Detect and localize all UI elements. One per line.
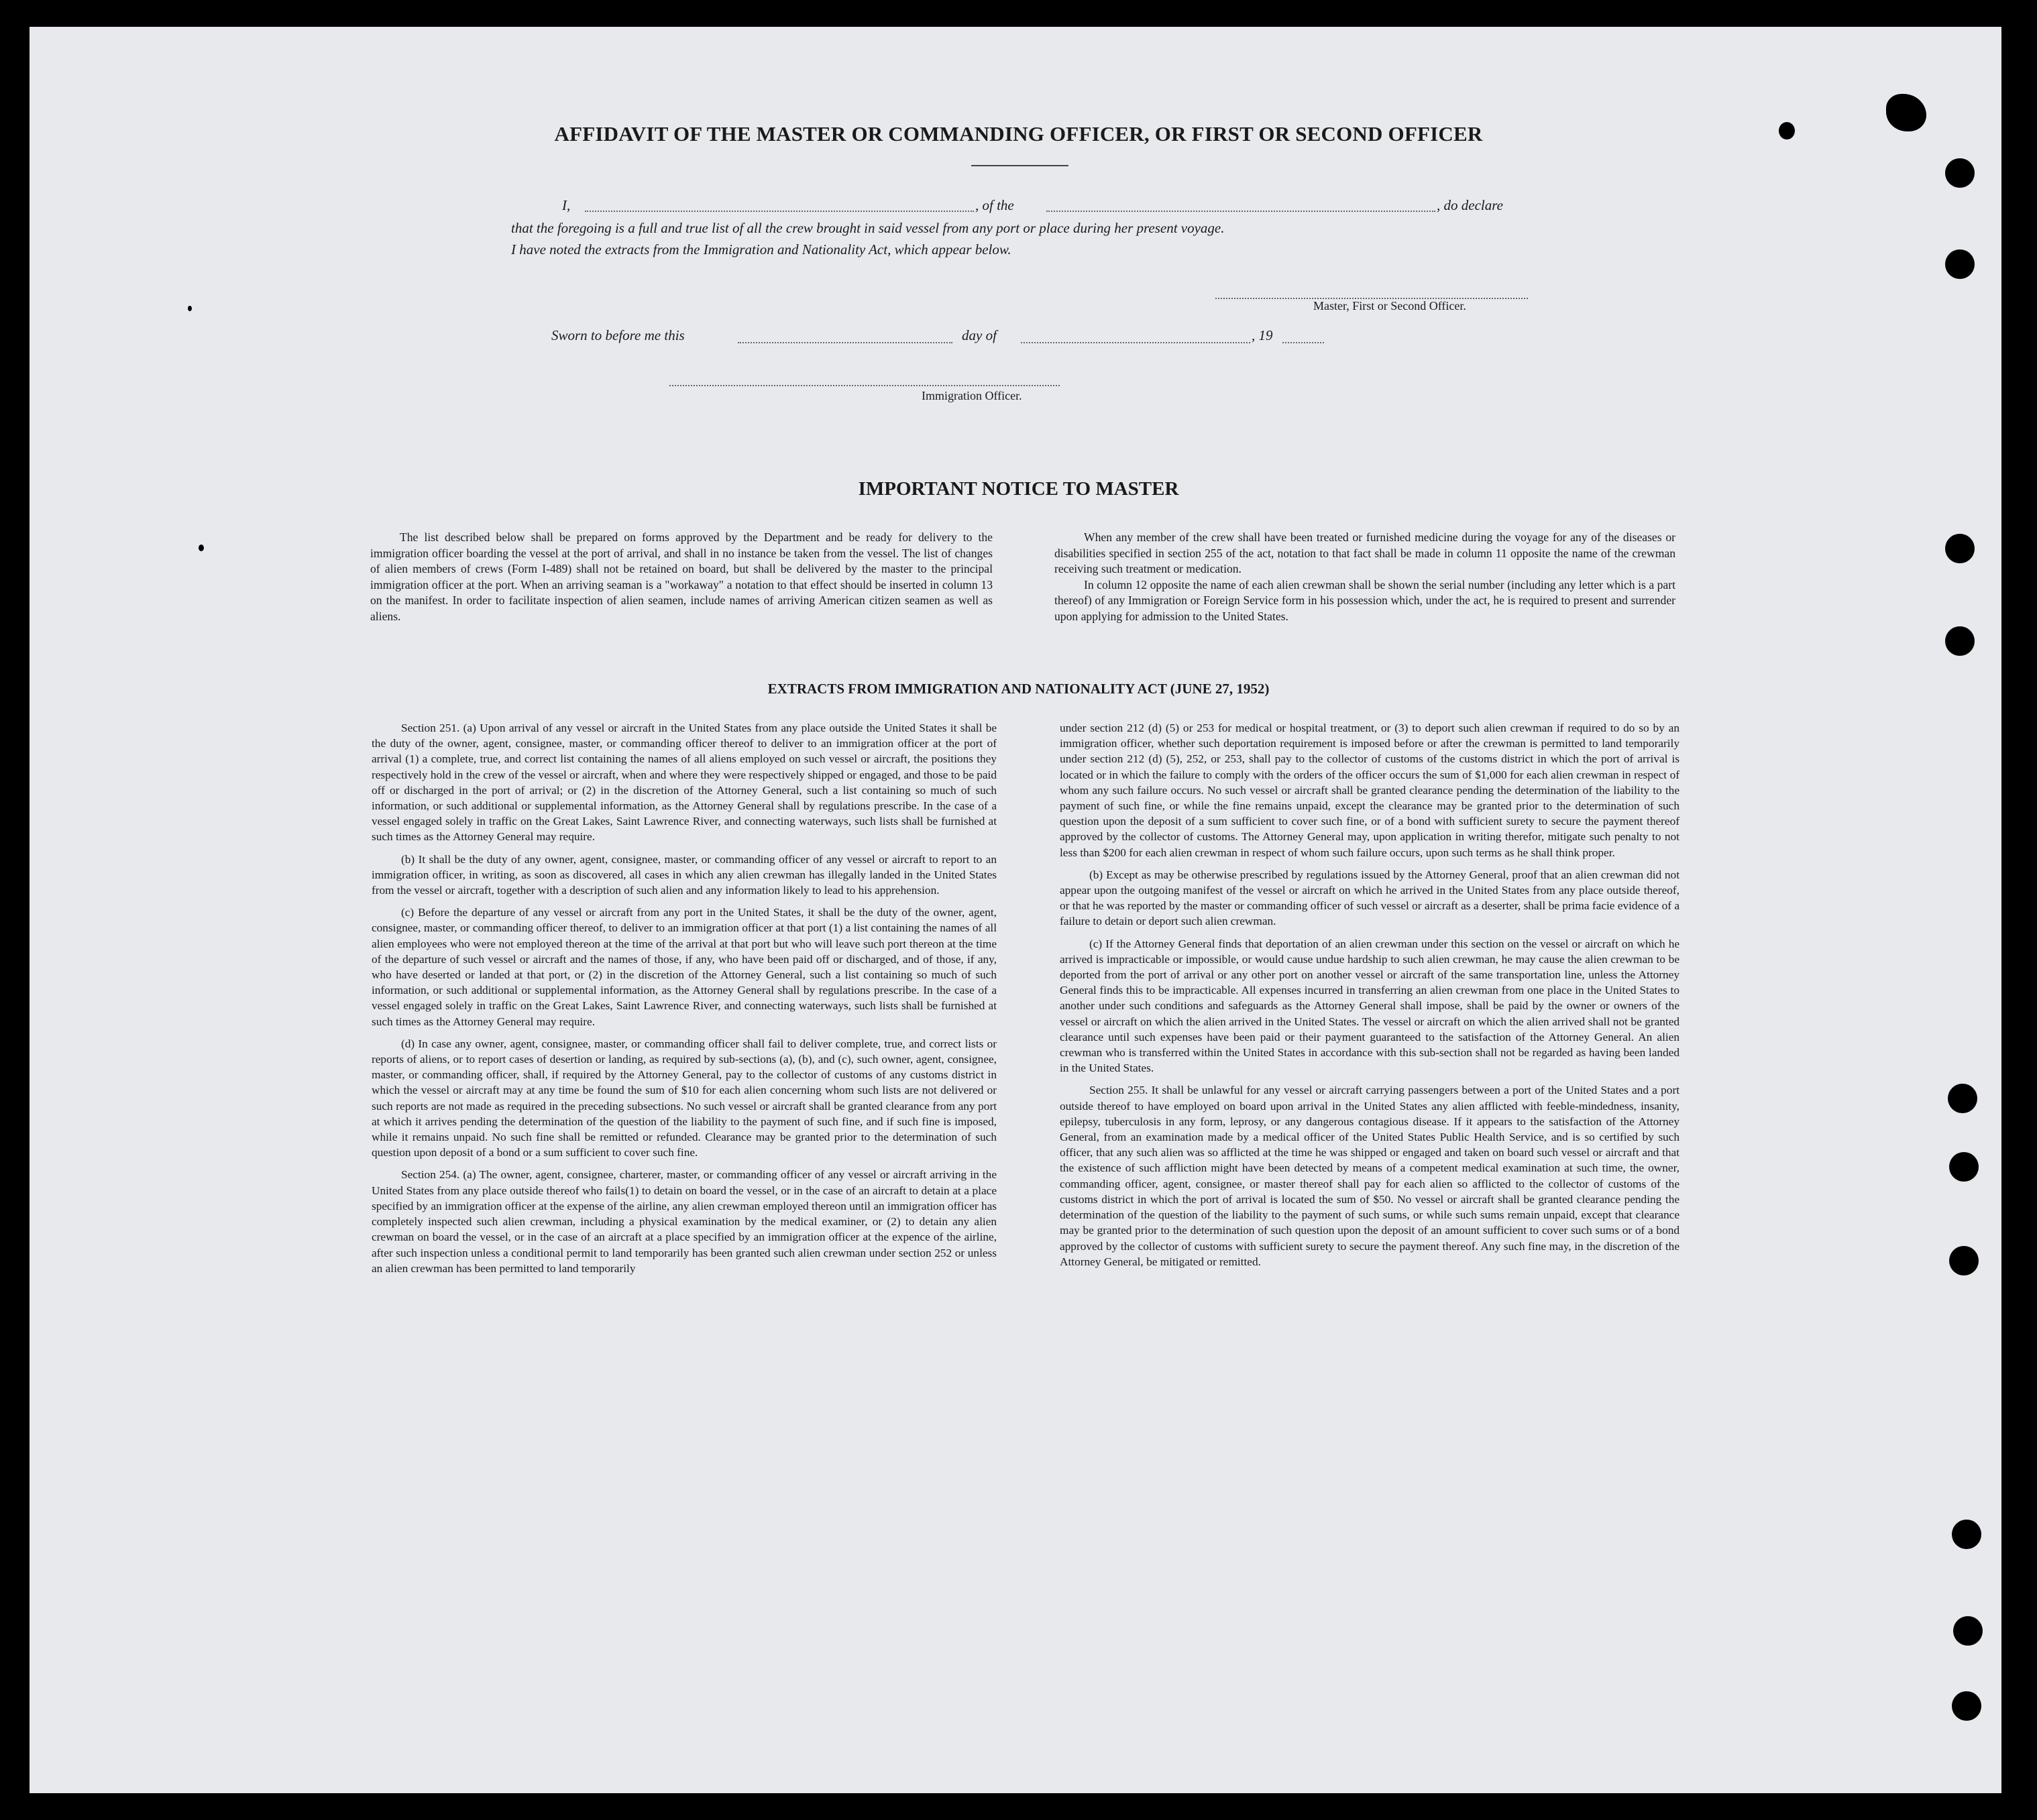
act-section-paragraph: Section 251. (a) Upon arrival of any vessel or aircraft in the United States from any place outside the United States it shall be the duty of the owner, agent, consignee, master, or commanding officer thereof to deliver to an immigration officer at the port of arrival (1) a complete, true, and correct list containing the names of all aliens employed on such vessel or aircraft, the positions they respectively hold in the crew of the vessel or aircraft, when and where they were respectively shipped or engaged, and those to be paid off or discharged in the port of arrival; or (2) in the discretion of the Attorney General, such a list containing so much of such information, or such additional or supplemental information, as the Attorney General shall by regulations prescribe. In the case of a vessel engaged solely in traffic on the Great Lakes, Saint Lawrence River, and connecting waterways, such lists shall be furnished at such times as the Attorney General may require. xyxy=(372,722,997,844)
declarant-prefix: I, xyxy=(562,197,571,213)
affidavit-title: AFFIDAVIT OF THE MASTER OR COMMANDING OFFICER, OR FIRST OR SECOND OFFICER xyxy=(554,122,1483,146)
notice-paragraph: In column 12 opposite the name of each alien crewman shall be shown the serial number (including any letter which is a part thereof) of any Immigration or Foreign Service form in his possession which, under the act, he is required to present and surrender upon applying for admission to the United States. xyxy=(1054,577,1675,623)
declaration-line-2: that the foregoing is a full and true list of all the crew brought in said vessel from any port or place during her present voyage. xyxy=(511,220,1225,236)
act-section-paragraph: (b) Except as may be otherwise prescribed by regulations issued by the Attorney General, proof that an alien crewman did not appear upon the outgoing manifest of the vessel or aircraft on which he arrived in the United States from any place outside thereof, or that he was reported by the master or commanding officer of such vessel or aircraft as a deserter, shall be prima facie evidence of a failure to detain or deport such alien crewman. xyxy=(1060,868,1680,928)
extracts-left-column xyxy=(372,720,997,1283)
binder-hole xyxy=(1945,626,1975,656)
ink-speck xyxy=(199,545,204,551)
notice-left-column xyxy=(370,530,993,631)
binder-hole xyxy=(1945,534,1975,563)
binder-hole xyxy=(1945,249,1975,279)
act-section-paragraph: (c) If the Attorney General finds that deportation of an alien crewman under this section on the vessel or aircraft on which he arrived is impracticable or impossible, or would cause undue hardship to such alien crewman, he may cause the alien crewman to be deported from the port of arrival or any other port on another vessel or aircraft of the same transportation line, unless the Attorney General finds this to be impracticable. All expenses incurred in transferring an alien crewman from one place in the United States to another under such conditions and safeguards as the Attorney General shall impose, shall be paid by the owner or owners of the vessel or aircraft on which the alien arrived in the United States. The vessel or aircraft on which the alien arrived shall not be granted clearance until such expenses have been paid or their payment guaranteed to the satisfaction of the Attorney General. An alien crewman who is transferred within the United States in accordance with this sub-section shall not be regarded as having been landed in the United States. xyxy=(1060,937,1680,1075)
act-section-paragraph: (d) In case any owner, agent, consignee, master, or commanding officer shall fail to deliver complete, true, and correct lists or reports of aliens, or to report cases of desertion or landing, as required by sub-sections (a), (b), and (c), such owner, agent, consignee, master, or commanding officer, shall, if required by the Attorney General, pay to the collector of customs of any customs district in which the vessel or aircraft may at any time be found the sum of $10 for each alien concerning whom such lists are not delivered or such reports are not made as required in the preceding subsections. No such vessel or aircraft shall be granted clearance from any port at which it arrives pending the determination of the question of the liability to the payment of such fine, and if such fine is imposed, while it remains unpaid. No such fine shall be remitted or refunded. Clearance may be granted prior to the determination of such question upon deposit of a bond or a sum sufficient to cover such fine. xyxy=(372,1037,997,1159)
declarant-name-field[interactable] xyxy=(585,211,974,212)
binder-hole xyxy=(1945,158,1975,188)
title-rule xyxy=(971,165,1068,166)
year-label: , 19 xyxy=(1252,327,1273,343)
binder-hole xyxy=(1949,1152,1979,1182)
extracts-right-column xyxy=(1060,720,1680,1276)
binder-hole xyxy=(1949,1246,1979,1275)
immigration-officer-signature-field[interactable] xyxy=(669,385,1060,386)
declaration-line-3: I have noted the extracts from the Immigration and Nationality Act, which appear below. xyxy=(511,241,1011,258)
sworn-year-field[interactable] xyxy=(1282,342,1324,343)
sworn-month-field[interactable] xyxy=(1021,342,1250,343)
act-section-paragraph: (b) It shall be the duty of any owner, agent, consignee, master, or commanding officer of any vessel or aircraft to report to an immigration officer, in writing, as soon as discovered, all cases in which any alien crewman has illegally landed in the United States from the vessel or aircraft, together with a description of such alien and any information likely to lead to his apprehension. xyxy=(372,852,997,897)
do-declare-label: , do declare xyxy=(1437,197,1503,213)
form-page xyxy=(30,27,2001,1793)
vessel-name-field[interactable] xyxy=(1046,211,1435,212)
immigration-officer-label: Immigration Officer. xyxy=(922,389,1022,402)
binder-hole xyxy=(1953,1616,1983,1646)
notice-right-column xyxy=(1054,530,1675,631)
day-of-label: day of xyxy=(962,327,997,343)
master-signature-label: Master, First or Second Officer. xyxy=(1313,299,1466,312)
act-section-paragraph: Section 254. (a) The owner, agent, consignee, charterer, master, or commanding officer of any vessel or aircraft arriving in the United States from any place outside thereof who fails(1) to detain on board the vessel, or in the case of an aircraft to detain at a place specified by an immigration officer at the expense of the airline, any alien crewman employed thereon until an immigration officer has completely inspected such alien crewman, including a physical examination by the medical examiner, or (2) to detain any alien crewman on board the vessel, or in the case of an aircraft at a place specified by an immigration officer at the expence of the airline, after such inspection unless a conditional permit to land temporarily has been granted such alien crewman under section 252 or unless an alien crewman has been permitted to land temporarily xyxy=(372,1168,997,1275)
notice-paragraph: When any member of the crew shall have been treated or furnished medicine during the voyage for any of the diseases or disabilities specified in section 255 of the act, notation to that fact shall be made in column 11 opposite the name of the crewman receiving such treatment or medication. xyxy=(1054,530,1675,575)
of-the-label: , of the xyxy=(975,197,1014,213)
binder-hole xyxy=(1952,1691,1981,1721)
sworn-day-field[interactable] xyxy=(738,342,952,343)
notice-paragraph: The list described below shall be prepared on forms approved by the Department and be ready for delivery to the immigration officer boarding the vessel at the port of arrival, and shall in no instance be taken from the vessel. The list of changes of alien members of crews (Form I-489) shall not be retained on board, but shall be delivered by the master to the principal immigration officer at the port. When an arriving seaman is a "workaway" a notation to that effect should be inserted in column 13 on the manifest. In order to facilitate inspection of alien seamen, include names of arriving American citizen seamen as well as aliens. xyxy=(370,530,993,623)
binder-hole xyxy=(1952,1520,1981,1549)
act-section-paragraph: under section 212 (d) (5) or 253 for medical or hospital treatment, or (3) to deport such alien crewman if required to do so by an immigration officer, whether such deportation requirement is imposed before or after the crewman is permitted to land temporarily under section 212 (d) (5), 252, or 253, shall pay to the collector of customs of the customs district in which the port of arrival is located or in which the failure to comply with the orders of the officer occurs the sum of $1,000 for each alien crewman in respect of whom any such failure occurs. No such vessel or aircraft shall be granted clearance pending the determination of the liability to the payment of such fine, or while the fine remains unpaid, except the clearance may be granted prior to the determination of such question upon the deposit of a sum sufficient to cover such fine, or of a bond with sufficient surety to secure the payment thereof approved by the collector of customs. The Attorney General may, upon application in writing therefor, mitigate such penalty to not less than $200 for each alien crewman in respect of whom such failure occurs, upon such terms as he shall think proper. xyxy=(1060,722,1680,859)
act-section-paragraph: (c) Before the departure of any vessel or aircraft from any port in the United States, it shall be the duty of the owner, agent, consignee, master, or commanding officer thereof, to deliver to an immigration officer at that port (1) a list containing the names of all alien employees who were not employed thereon at the time of the arrival at that port but who will leave such port thereon at the time of the departure of such vessel or aircraft and the names of those, if any, who have been paid off or discharged, and of those, if any, who have deserted or landed at that port, or (2) in the discretion of the Attorney General, such a list containing so much of such information, or such additional or supplemental information, as the Attorney General shall by regulations prescribe. In the case of a vessel engaged solely in traffic on the Great Lakes, Saint Lawrence River, and connecting waterways, such lists shall be furnished at such times as the Attorney General may require. xyxy=(372,906,997,1028)
binder-hole xyxy=(1948,1084,1977,1113)
act-section-paragraph: Section 255. It shall be unlawful for any vessel or aircraft carrying passengers between a port of the United States and a port outside thereof to have employed on board upon arrival in the United States any alien afflicted with feeble-mindedness, insanity, epilepsy, tuberculosis in any form, leprosy, or any dangerous contagious disease. If it appears to the satisfaction of the Attorney General, from an examination made by a medical officer of the United States Public Health Service, and is so certified by such officer, that any such alien was so afflicted at the time he was shipped or engaged and taken on board such vessel or aircraft and that the existence of such affliction might have been detected by means of a competent medical examination at such time, the owner, commanding officer, agent, consignee, or master thereof shall pay for each alien so afflicted to the collector of customs of the customs district in which the port of arrival is located the sum of $50. No vessel or aircraft shall be granted clearance pending the determination of the question of the liability to the payment of such sums, or while such sums remain unpaid, except that clearance may be granted prior to the determination of such question upon the deposit of an amount sufficient to cover such sums or of a bond approved by the collector of customs with sufficient surety to secure the payment thereof. Any such fine may, in the discretion of the Attorney General, be mitigated or remitted. xyxy=(1060,1084,1680,1268)
extracts-title: EXTRACTS FROM IMMIGRATION AND NATIONALITY ACT (JUNE 27, 1952) xyxy=(767,681,1270,697)
sworn-label: Sworn to before me this xyxy=(551,327,685,343)
ink-speck xyxy=(188,306,192,311)
notice-title: IMPORTANT NOTICE TO MASTER xyxy=(858,478,1179,500)
